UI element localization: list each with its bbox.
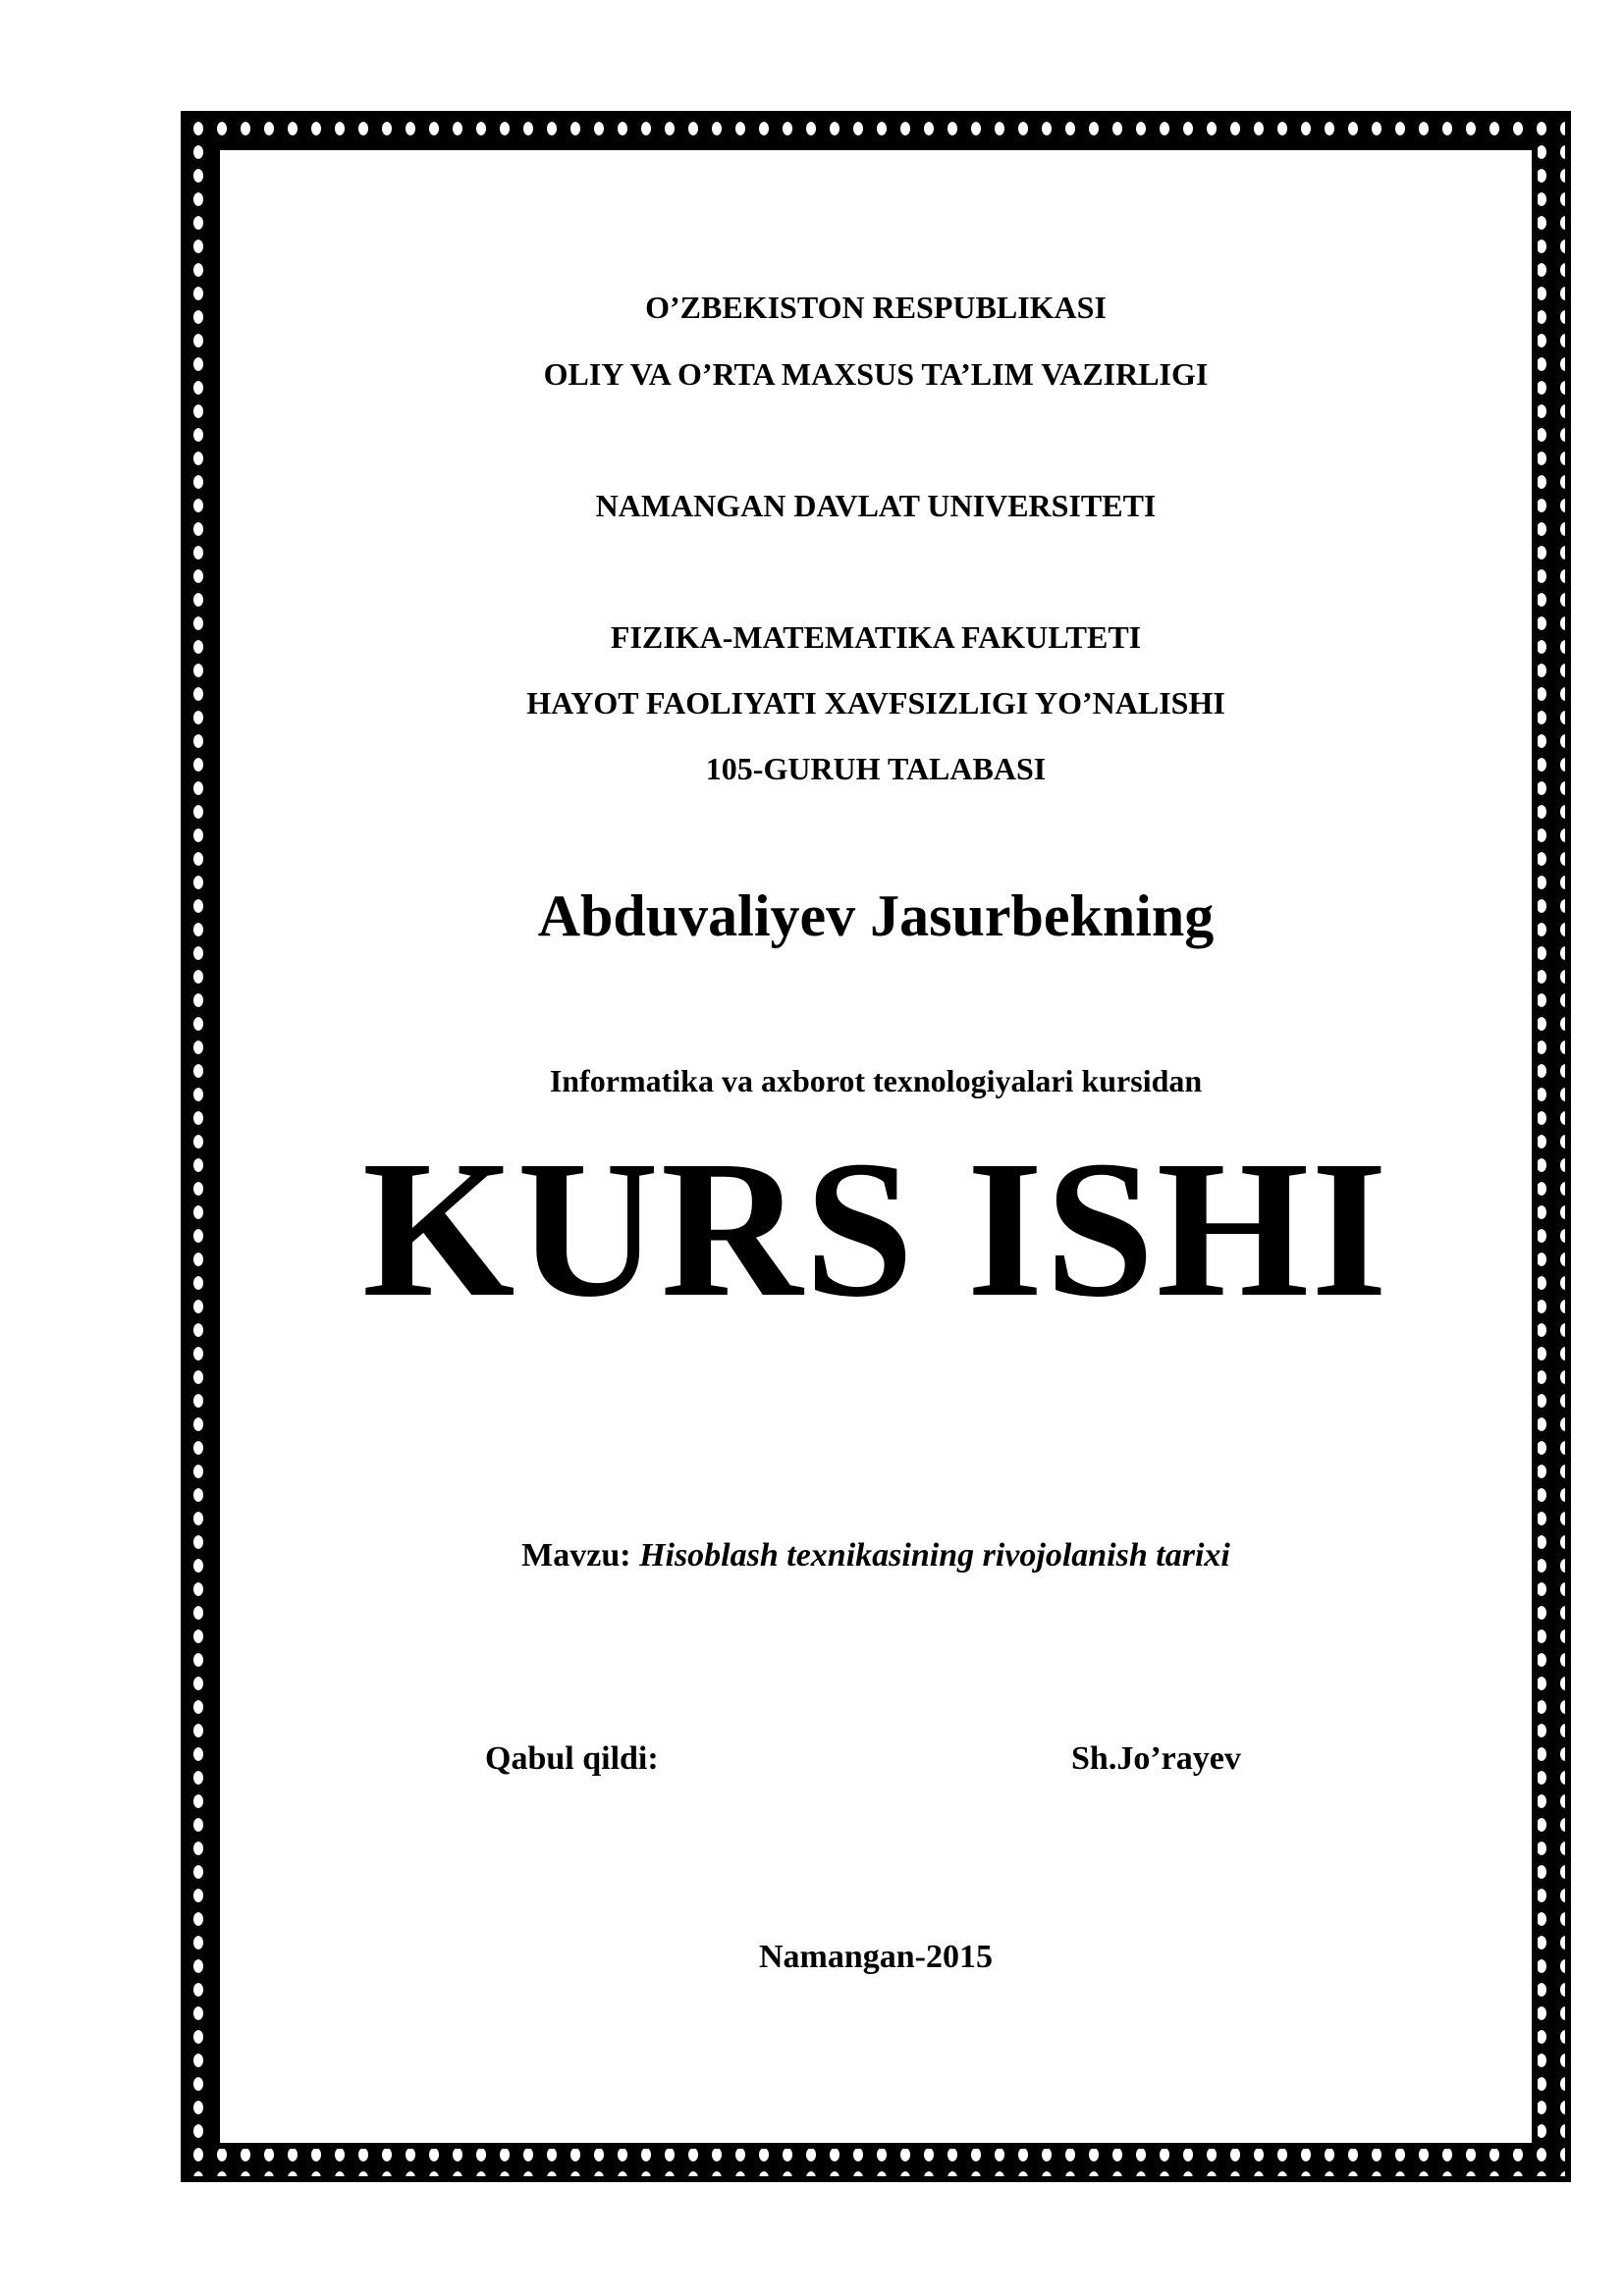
header-ministry: OLIY VA O’RTA MAXSUS TA’LIM VAZIRLIGI	[543, 356, 1209, 392]
student-name: Abduvaliyev Jasurbekning	[537, 883, 1215, 948]
topic-label: Mavzu:	[521, 1537, 631, 1574]
title-page	[220, 150, 1532, 2143]
city-year: Namangan-2015	[758, 1939, 994, 1975]
accepted-by-name: Sh.Jo’rayev	[1071, 1740, 1241, 1777]
header-group: 105-GURUH TALABASI	[705, 751, 1047, 786]
header-country: O’ZBEKISTON RESPUBLIKASI	[645, 290, 1107, 325]
course-line: Informatika va axborot texnologiyalari kursidan	[549, 1063, 1203, 1098]
header-direction: HAYOT FAOLIYATI XAVFSIZLIGI YO’NALISHI	[526, 685, 1225, 721]
work-title: KURS ISHI	[361, 1121, 1390, 1338]
topic-line	[220, 1537, 1532, 1575]
header-faculty: FIZIKA-MATEMATIKA FAKULTETI	[610, 619, 1142, 655]
accepted-by-label: Qabul qildi:	[485, 1740, 659, 1777]
header-university: NAMANGAN DAVLAT UNIVERSITETI	[595, 488, 1157, 523]
topic-value: Hisoblash texnikasining rivojolanish tarixi	[639, 1537, 1230, 1574]
